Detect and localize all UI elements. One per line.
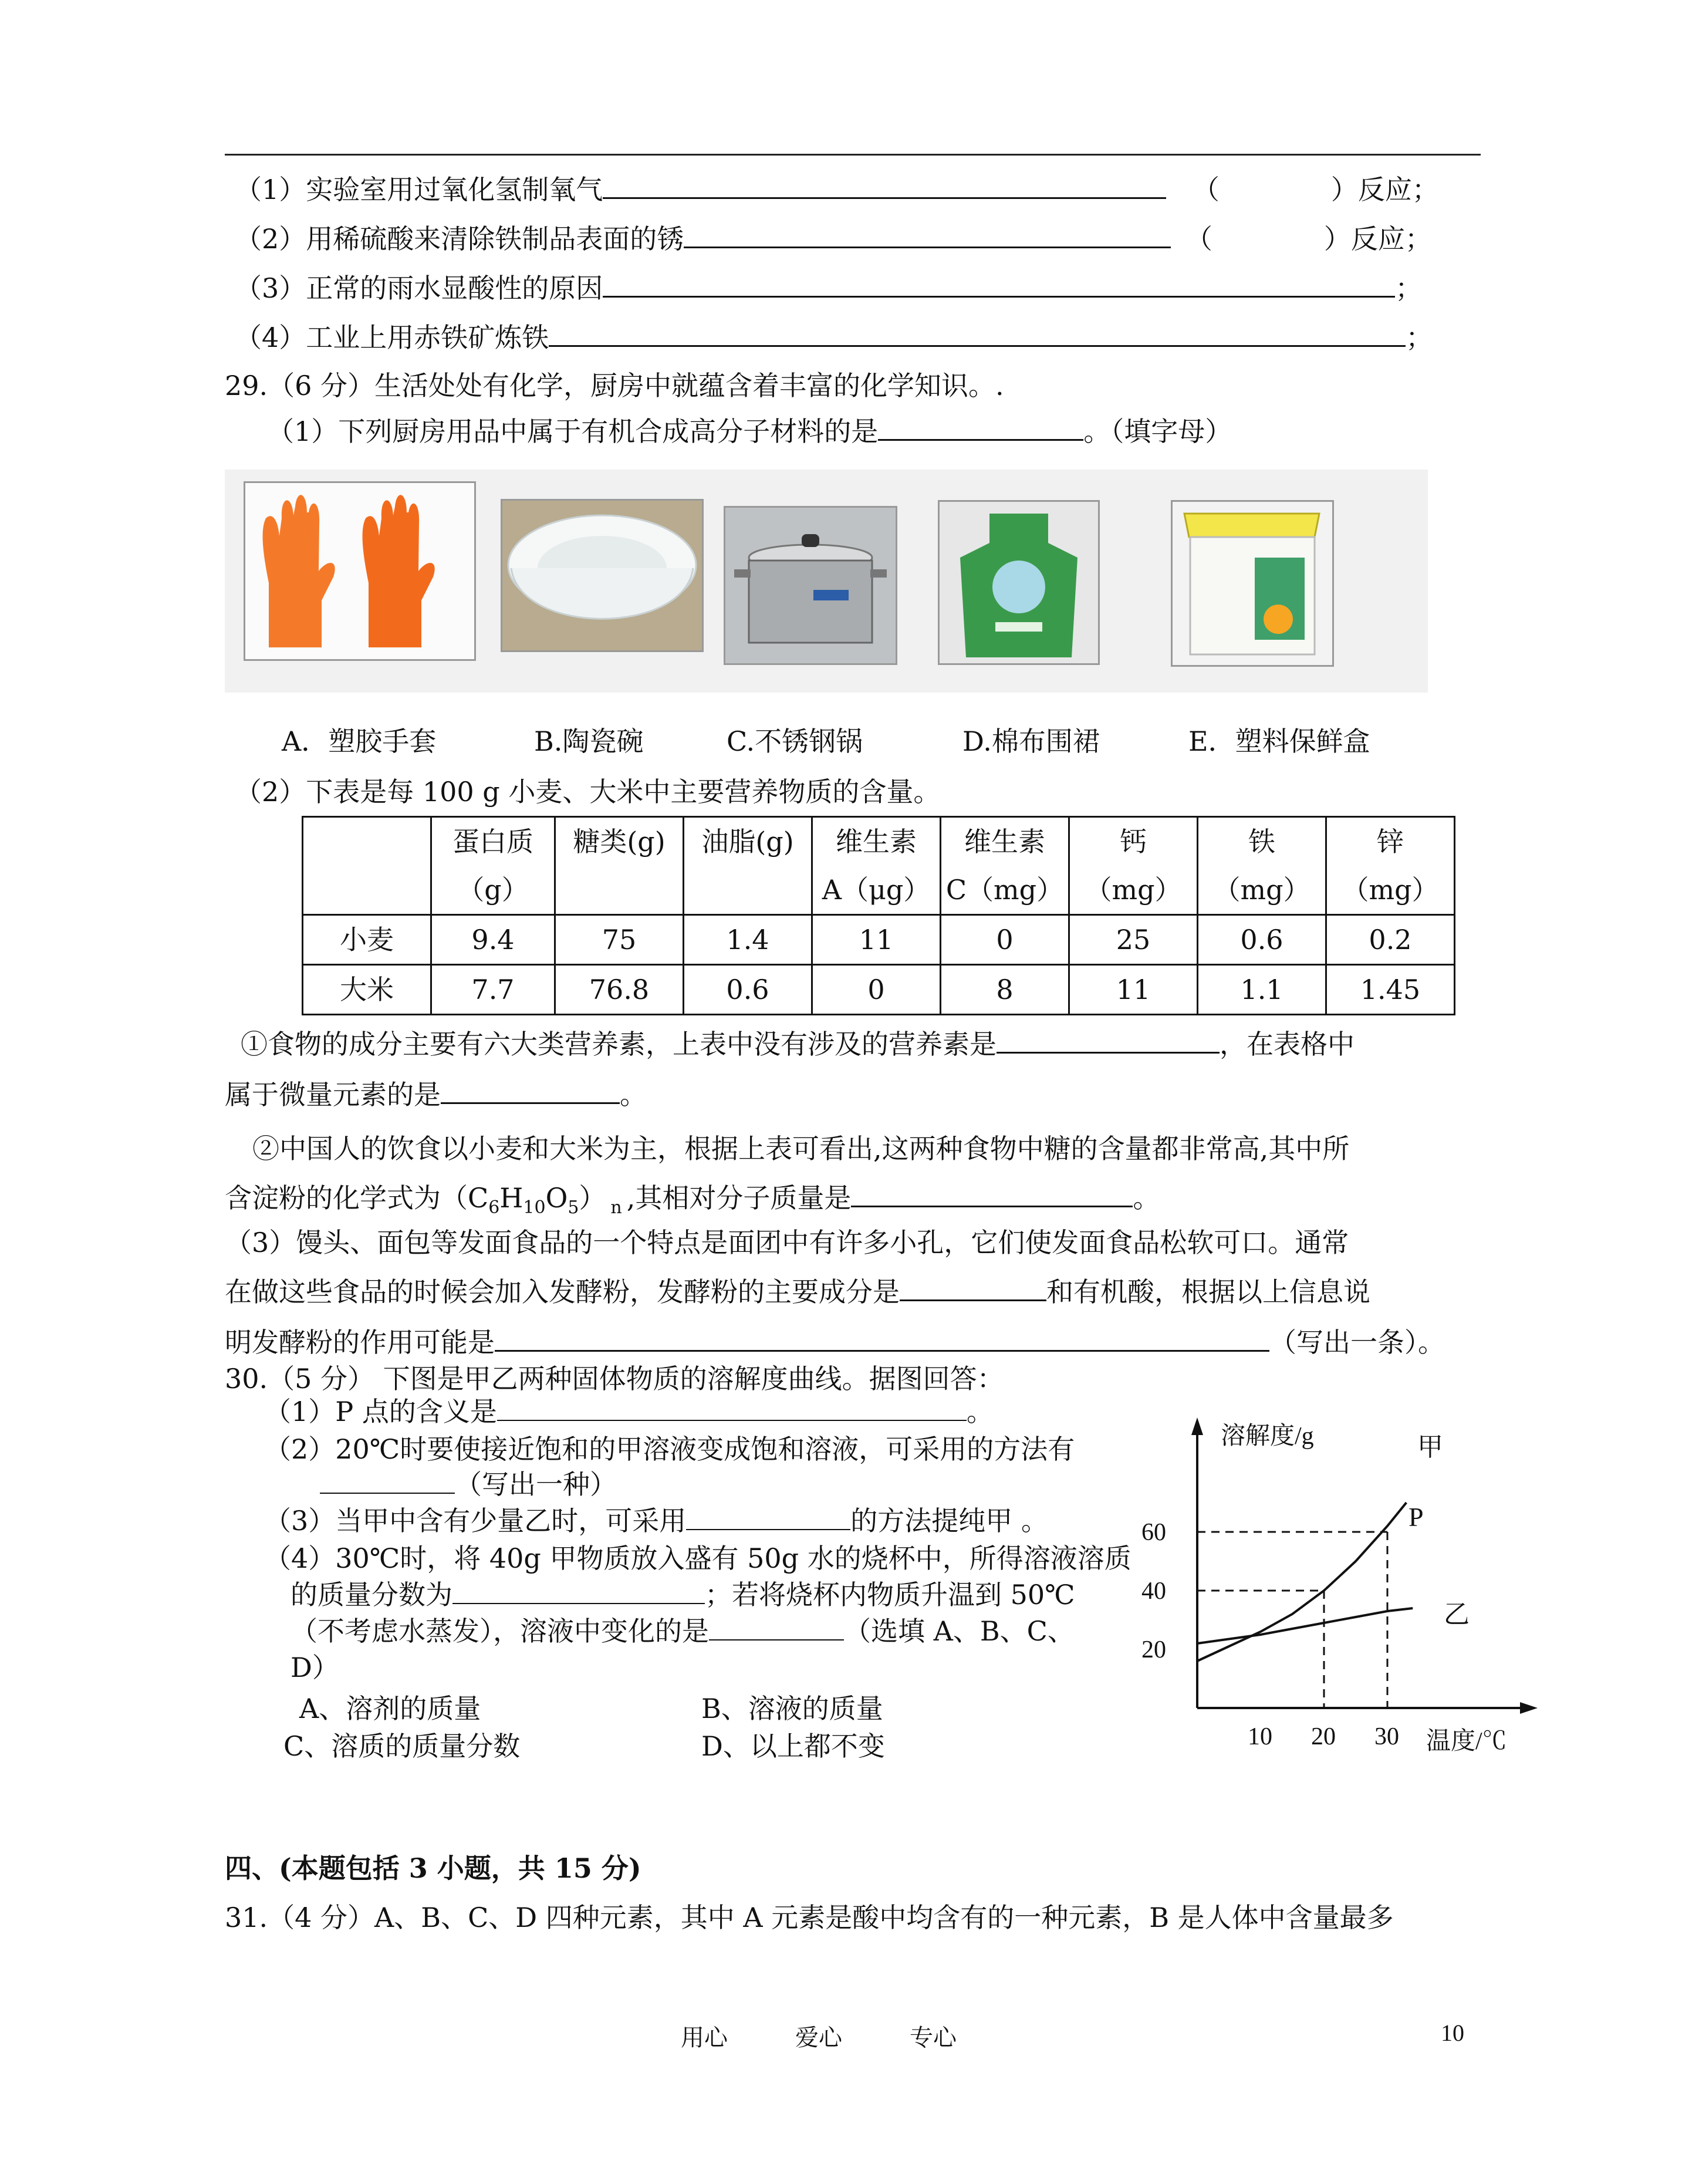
q31-stem: 31.（4 分）A、B、C、D 四种元素，其中 A 元素是酸中均含有的一种元素，B 是人体中含量最多 [225, 1902, 1394, 1933]
q28-item-4-tail: ； [1406, 322, 1433, 353]
q30-line4: （4）30℃时，将 40g 甲物质放入盛有 50g 水的烧杯中，所得溶液溶质 [264, 1542, 1131, 1574]
header-line: 糖类(g) [573, 826, 666, 858]
answer-blank[interactable] [441, 1076, 620, 1104]
option-b: B.陶瓷碗 [534, 725, 644, 757]
table-header-cell [1326, 817, 1455, 915]
q30-line2b [320, 1466, 617, 1503]
q30-line4b [291, 1577, 1075, 1613]
q30-option-a: A、溶剂的质量 [299, 1693, 481, 1724]
q28-item-3 [235, 270, 1422, 306]
section-4-heading: 四、(本题包括 3 小题，共 15 分) [225, 1852, 641, 1884]
header-line: （mg） [1085, 874, 1182, 906]
q29-sub1-text: 。 [620, 1079, 647, 1110]
footer-item: 用心 [681, 2024, 728, 2051]
solubility-chart [1133, 1409, 1543, 1773]
formula-text: H [499, 1182, 523, 1214]
header-line: 维生素 [964, 826, 1045, 858]
plastic-box-image [1171, 500, 1334, 667]
table-cell: 1.45 [1326, 965, 1455, 1015]
answer-blank[interactable] [709, 1613, 844, 1640]
table-row [303, 915, 1455, 965]
table-header-cell [303, 817, 431, 915]
q30-stem: 30.（5 分） 下图是甲乙两种固体物质的溶解度曲线。据图回答： [225, 1363, 1004, 1395]
series-label-jia: 甲 [1417, 1433, 1443, 1461]
point-p-label: P [1408, 1502, 1424, 1532]
table-cell: 1.4 [684, 915, 812, 965]
table-cell: 0.2 [1326, 915, 1455, 965]
x-tick-label: 20 [1311, 1723, 1336, 1750]
table-cell: 76.8 [555, 965, 684, 1015]
q28-item-3-text: （3）正常的雨水显酸性的原因 [235, 272, 603, 304]
header-line: （mg） [1342, 874, 1439, 906]
table-header-row [303, 817, 1455, 915]
answer-blank[interactable] [549, 319, 1406, 347]
y-tick-label: 20 [1141, 1636, 1166, 1663]
q29-stem: 29.（6 分）生活处处有化学，厨房中就蕴含着丰富的化学知识。. [225, 370, 1004, 401]
table-cell: 0.6 [684, 965, 812, 1015]
q29-sub1-text: ①食物的成分主要有六大类营养素，上表中没有涉及的营养素是 [241, 1028, 997, 1060]
q29-part1-tail: 。（填字母） [1083, 416, 1232, 447]
y-axis-label: 溶解度/g [1221, 1423, 1314, 1450]
option-a: A．塑胶手套 [282, 725, 437, 757]
table-cell: 11 [812, 915, 941, 965]
y-tick-label: 40 [1141, 1578, 1166, 1605]
table-header-cell [684, 817, 812, 915]
nutrition-table [302, 816, 1455, 1015]
y-axis-arrow [1191, 1417, 1203, 1435]
q29-sub2-line2 [225, 1180, 1160, 1226]
container-icon [1173, 502, 1332, 665]
q30-text: （1）P 点的含义是 [264, 1396, 497, 1427]
y-tick-label: 60 [1141, 1519, 1166, 1546]
q30-text: 的质量分数为 [291, 1579, 452, 1611]
q30-option-b: B、溶液的质量 [701, 1693, 883, 1724]
formula-subscript: 10 [523, 1197, 546, 1218]
header-line: 维生素 [836, 826, 917, 858]
paren-close: ）反应； [1330, 174, 1439, 205]
apron-icon [940, 502, 1098, 663]
q30-option-d: D、以上都不变 [701, 1730, 885, 1762]
x-axis-arrow [1520, 1702, 1538, 1714]
q28-item-3-tail: ； [1395, 272, 1423, 304]
formula-text: 含淀粉的化学式为（C [225, 1182, 489, 1214]
paren-close: ）反应； [1323, 223, 1432, 255]
q30-line3 [264, 1503, 1048, 1539]
q28-item-1 [235, 171, 1439, 208]
header-rule [225, 154, 1481, 156]
answer-blank[interactable] [603, 270, 1395, 298]
q30-line4c [291, 1613, 1075, 1649]
answer-blank[interactable] [495, 1324, 1269, 1352]
formula-text: O [545, 1182, 568, 1214]
q29-part1-text: （1）下列厨房用品中属于有机合成高分子材料的是 [267, 416, 879, 447]
table-cell: 7.7 [431, 965, 555, 1015]
answer-blank[interactable] [997, 1026, 1220, 1054]
q28-item-2-text: （2）用稀硫酸来清除铁制品表面的锈 [235, 223, 684, 255]
q30-text: （不考虑水蒸发），溶液中变化的是 [291, 1615, 709, 1647]
answer-blank[interactable] [900, 1274, 1046, 1301]
q30-text: 。 [966, 1396, 994, 1427]
q29-sub1-line2 [225, 1076, 647, 1113]
answer-blank[interactable] [851, 1180, 1133, 1207]
header-line: （mg） [1213, 874, 1310, 906]
q29-part1 [267, 413, 1232, 450]
q30-text: （写出一种） [455, 1469, 617, 1500]
q29-sub1-text: 属于微量元素的是 [225, 1079, 441, 1110]
footer-item: 专心 [910, 2024, 957, 2051]
answer-blank[interactable] [320, 1467, 455, 1494]
table-header-cell [1069, 817, 1198, 915]
formula-text: ） [579, 1182, 606, 1214]
page-number: 10 [1441, 2020, 1464, 2046]
q29-sub2-text: ,其相对分子质量是 [626, 1182, 852, 1214]
x-axis-label: 温度/℃ [1426, 1728, 1507, 1755]
q30-option-c: C、溶质的质量分数 [283, 1730, 521, 1762]
answer-blank[interactable] [497, 1394, 967, 1421]
formula-subscript: 6 [488, 1197, 500, 1218]
table-header-cell [1198, 817, 1326, 915]
footer-item: 爱心 [795, 2024, 842, 2051]
q29-part3-text: 在做这些食品的时候会加入发酵粉，发酵粉的主要成分是 [225, 1276, 900, 1308]
answer-blank[interactable] [686, 1503, 850, 1530]
answer-blank[interactable] [452, 1577, 705, 1604]
q29-part3-line1: （3）馒头、面包等发面食品的一个特点是面团中有许多小孔，它们使发面食品松软可口。通常 [225, 1227, 1349, 1258]
q29-sub1-text: ，在表格中 [1220, 1028, 1355, 1060]
table-cell: 1.1 [1198, 965, 1326, 1015]
q30-text: （选填 A、B、C、 [844, 1615, 1075, 1647]
q30-line4d: D） [291, 1652, 339, 1683]
q29-part3-text: 和有机酸，根据以上信息说 [1046, 1276, 1370, 1308]
x-tick-label: 30 [1374, 1723, 1399, 1750]
table-cell: 25 [1069, 915, 1198, 965]
option-c: C.不锈钢锅 [727, 725, 863, 757]
bowl-icon [502, 501, 702, 650]
header-line: 油脂(g) [701, 826, 794, 858]
series-label-yi: 乙 [1444, 1600, 1470, 1629]
table-cell: 8 [941, 965, 1069, 1015]
steel-pot-image [724, 506, 897, 665]
q29-sub2-line1: ②中国人的饮食以小麦和大米为主，根据上表可看出,这两种食物中糖的含量都非常高,其中所 [252, 1133, 1350, 1164]
q29-part3-line2 [225, 1274, 1370, 1310]
table-header-cell [555, 817, 684, 915]
table-header-cell [812, 817, 941, 915]
q29-part3-text: 明发酵粉的作用可能是 [225, 1326, 495, 1358]
q30-text: ；若将烧杯内物质升温到 50℃ [705, 1579, 1075, 1611]
q28-item-4 [235, 319, 1433, 356]
q30-line2: （2）20℃时要使接近饱和的甲溶液变成饱和溶液，可采用的方法有 [264, 1433, 1075, 1465]
table-row [303, 965, 1455, 1015]
table-cell: 0 [941, 915, 1069, 965]
ceramic-bowl-image [501, 499, 704, 652]
answer-blank[interactable] [684, 221, 1171, 248]
formula-subscript: n [610, 1197, 622, 1218]
q29-part2: （2）下表是每 100 g 小麦、大米中主要营养物质的含量。 [235, 776, 941, 808]
q30-text: 的方法提纯甲 。 [850, 1505, 1048, 1537]
x-tick-label: 10 [1248, 1723, 1272, 1750]
q28-item-4-text: （4）工业上用赤铁矿炼铁 [235, 322, 549, 353]
table-cell: 11 [1069, 965, 1198, 1015]
table-cell: 小麦 [303, 915, 431, 965]
rubber-gloves-image [244, 481, 476, 661]
header-line: 蛋白质 [452, 826, 533, 858]
table-header-cell [431, 817, 555, 915]
header-line: 锌 [1377, 826, 1404, 858]
kitchen-items-strip [225, 470, 1428, 693]
q29-part3-text: （写出一条）。 [1269, 1326, 1445, 1358]
answer-blank[interactable] [603, 171, 1166, 199]
series-line-1 [1197, 1608, 1413, 1643]
table-cell: 0 [812, 965, 941, 1015]
header-line: 钙 [1120, 826, 1147, 858]
paren-open: （ [1185, 223, 1212, 255]
q28-item-2 [235, 221, 1432, 257]
q28-item-1-text: （1）实验室用过氧化氢制氧气 [235, 174, 603, 205]
table-cell: 75 [555, 915, 684, 965]
paren-open: （ [1192, 174, 1220, 205]
table-cell: 9.4 [431, 915, 555, 965]
pot-icon [725, 508, 896, 663]
header-line: A（μg） [822, 874, 931, 906]
formula-subscript: 5 [568, 1197, 579, 1218]
chart-plot [1141, 1417, 1538, 1750]
option-e: E．塑料保鲜盒 [1188, 725, 1370, 757]
q29-part3-line3 [225, 1324, 1445, 1361]
series-line-0 [1197, 1503, 1406, 1661]
option-d: D.棉布围裙 [962, 725, 1100, 757]
table-cell: 大米 [303, 965, 431, 1015]
q29-sub1-line1 [241, 1026, 1355, 1062]
q30-text: （3）当甲中含有少量乙时，可采用 [264, 1505, 687, 1537]
q29-sub2-text: 。 [1133, 1182, 1160, 1214]
q30-line1 [264, 1393, 994, 1430]
table-header-cell [941, 817, 1069, 915]
answer-blank[interactable] [878, 413, 1083, 441]
header-line: （g） [457, 874, 529, 906]
glove-icon [245, 483, 474, 659]
header-line: C（mg） [945, 874, 1064, 906]
cotton-apron-image [938, 500, 1100, 665]
table-cell: 0.6 [1198, 915, 1326, 965]
header-line: 铁 [1248, 826, 1275, 858]
